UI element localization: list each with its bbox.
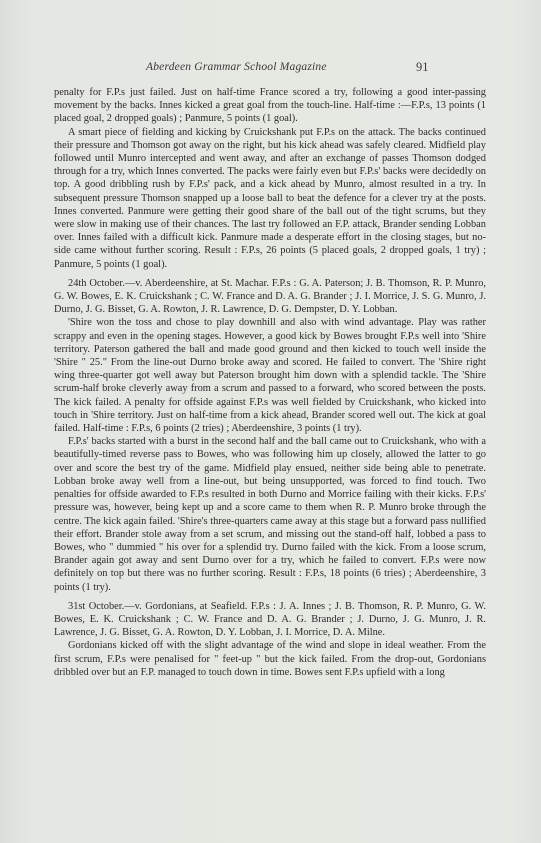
paragraph: Gordonians kicked off with the slight advantage of the wind and slope in ideal weather. From the first scrum, F.P.s were penalised for " feet-up " but the kick failed. From the drop-out, Gordonians dribbled over but an F.P. managed to touch down in time. Bowes sent F.P.s upfield with a long [54,640,486,678]
paragraph: 31st October.—v. Gordonians, at Seafield. F.P.s : J. A. Innes ; J. B. Thomson, R. P. Munro, G. W. Bowes, E. K. Cruickshank ; C. W. France and D. A. G. Brander ; J. Durno, J. G. Munro, J. R. Lawrence, J. G. Bisset, G. A. Rowton, D. Y. Lobban, J. I. Morrice, D. A. Milne. [54,600,486,639]
paragraph: 'Shire won the toss and chose to play downhill and also with wind advantage. Play was rather scrappy and even in the opening stages. However, a good kick by Bowes brought F.P.s well into 'Shire territory. Paterson gathered the ball and made good ground and then kicked to touch well inside the 'Shire " 25." From the line-out Durno broke away and scored. He failed to convert. The 'Shire right wing three-quarter got well away but Paterson brought him down with a splendid tackle. The 'Shire scrum-half broke cleverly away from a scrum and passed to a forward, who scored between the posts. The kick failed. A penalty for offside against F.P.s was well fielded by Cruickshank, who kicked into touch in 'Shire territory. Just on half-time from a kick ahead, Brander scored well out. The kick at goal failed. Half-time : F.P.s, 6 points (2 tries) ; Aberdeenshire, 3 points (1 try). [54,317,486,435]
paragraph: penalty for F.P.s just failed. Just on half-time France scored a try, following a good inter-passing movement by the backs. Innes kicked a great goal from the touch-line. Half-time :—F.P.s, 13 points (1 placed goal, 2 dropped goals) ; Panmure, 5 points (1 goal). [54,87,486,125]
paragraph: 24th October.—v. Aberdeenshire, at St. Machar. F.P.s : G. A. Paterson; J. B. Thomson, R. P. Munro, G. W. Bowes, E. K. Cruickshank ; C. W. France and D. A. G. Brander ; J. I. Morrice, J. S. G. Munro, J. Durno, J. G. Bisset, G. A. Rowton, J. R. Lawrence, D. G. Dempster, D. Y. Lobban. [54,277,486,316]
paragraph: A smart piece of fielding and kicking by Cruickshank put F.P.s on the attack. The backs continued their pressure and Thomson got away on the right, but his kick ahead was safely cleared. Midfield play followed until Munro intercepted and went away, and after an exchange of passes Thomson dodged through for a try, which Innes converted. The packs were fairly even but F.P.s' backs were decidedly on top. A good dribbling rush by F.P.s' pack, and a kick ahead by Munro, almost resulted in a try. In subsequent pressure Thomson snapped up a loose ball to beat the defence for a clever try at the posts. Innes converted. Panmure were getting their good share of the ball out of the tight scrums, but they were slow in making use of their chances. The last try followed an F.P. attack, Brander sending Lobban over. Innes failed with a difficult kick. Panmure made a desperate effort in the closing stages, but no-side came without further scoring. Result : F.P.s, 26 points (5 placed goals, 2 dropped goals, 1 try) ; Panmure, 5 points (1 goal). [54,126,486,270]
article-body [54,86,486,679]
paragraph: F.P.s' backs started with a burst in the second half and the ball came out to Cruickshank, who with a beautifully-timed reverse pass to Bowes, who was following him up closely, allowed the latter to go over and score the best try of the game. Midfield play ensued, neither side being able to penetrate. Lobban broke away well from a line-out, but being unsupported, was forced to find touch. Two penalties for offside awarded to F.P.s resulted in both Durno and Morrice failing with their kicks. F.P.s' pressure was, however, being kept up and a score came to them when R. P. Munro broke through the centre. The kick again failed. 'Shire's three-quarters came away at this stage but a forward pass nullified their effort. Brander stole away from a set scrum, and missing out the stand-off half, lobbed a pass to Bowes, who " dummied " his over for a splendid try. Durno failed with the kick. From a loose scrum, Brander again got away and sent Durno over for a try, which he failed to convert. F.P.s were now definitely on top but there was no further scoring. Result : F.P.s, 18 points (6 tries) ; Aberdeenshire, 3 points (1 try). [54,436,486,593]
running-head: Aberdeen Grammar School Magazine [146,61,327,73]
page-number: 91 [416,60,429,74]
